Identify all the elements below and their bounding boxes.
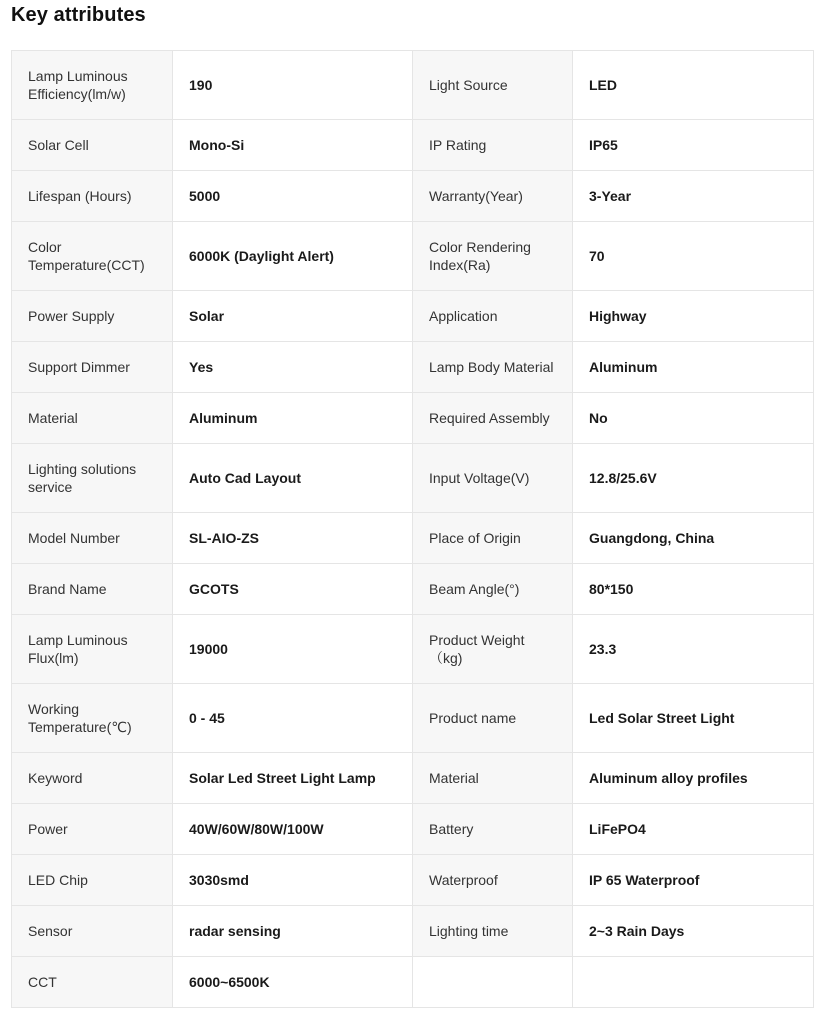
attribute-name: CCT [12, 957, 173, 1008]
attribute-value: Guangdong, China [573, 513, 814, 564]
attribute-value: 5000 [173, 171, 413, 222]
attribute-name: LED Chip [12, 855, 173, 906]
attribute-name: Lamp Luminous Efficiency(lm/w) [12, 51, 173, 120]
attribute-value: 70 [573, 222, 814, 291]
table-row [12, 906, 814, 957]
attribute-value: 40W/60W/80W/100W [173, 804, 413, 855]
attribute-name: Application [413, 291, 573, 342]
attribute-name: Input Voltage(V) [413, 444, 573, 513]
table-row [12, 393, 814, 444]
attribute-name: Required Assembly [413, 393, 573, 444]
attribute-name: Lamp Luminous Flux(lm) [12, 615, 173, 684]
attribute-value: 0 - 45 [173, 684, 413, 753]
empty-cell [413, 957, 573, 1008]
attribute-value: Aluminum alloy profiles [573, 753, 814, 804]
table-row [12, 342, 814, 393]
attribute-name: Power [12, 804, 173, 855]
table-row [12, 564, 814, 615]
attribute-name: Beam Angle(°) [413, 564, 573, 615]
attribute-name: Material [12, 393, 173, 444]
attribute-name: IP Rating [413, 120, 573, 171]
table-row [12, 615, 814, 684]
attribute-name: Battery [413, 804, 573, 855]
attribute-name: Keyword [12, 753, 173, 804]
attribute-name: Material [413, 753, 573, 804]
attribute-value: Solar Led Street Light Lamp [173, 753, 413, 804]
attribute-value: 3-Year [573, 171, 814, 222]
table-row [12, 291, 814, 342]
empty-cell [573, 957, 814, 1008]
attribute-name: Lamp Body Material [413, 342, 573, 393]
attribute-value: 12.8/25.6V [573, 444, 814, 513]
attribute-name: Solar Cell [12, 120, 173, 171]
table-row [12, 222, 814, 291]
table-row [12, 51, 814, 120]
table-row [12, 684, 814, 753]
attribute-value: Aluminum [573, 342, 814, 393]
attribute-value: LiFePO4 [573, 804, 814, 855]
attribute-value: 3030smd [173, 855, 413, 906]
attribute-value: No [573, 393, 814, 444]
table-row [12, 753, 814, 804]
table-row [12, 120, 814, 171]
attribute-name: Working Temperature(℃) [12, 684, 173, 753]
attribute-name: Product Weight（kg) [413, 615, 573, 684]
attribute-name: Warranty(Year) [413, 171, 573, 222]
table-row [12, 957, 814, 1008]
attribute-value: 2~3 Rain Days [573, 906, 814, 957]
attribute-name: Color Temperature(CCT) [12, 222, 173, 291]
attribute-name: Color Rendering Index(Ra) [413, 222, 573, 291]
attribute-value: LED [573, 51, 814, 120]
table-row [12, 804, 814, 855]
attribute-value: 190 [173, 51, 413, 120]
attribute-name: Light Source [413, 51, 573, 120]
table-row [12, 513, 814, 564]
table-row [12, 855, 814, 906]
table-row [12, 444, 814, 513]
attribute-value: 80*150 [573, 564, 814, 615]
attribute-value: SL-AIO-ZS [173, 513, 413, 564]
table-row [12, 171, 814, 222]
attribute-value: Mono-Si [173, 120, 413, 171]
attribute-value: GCOTS [173, 564, 413, 615]
attribute-name: Sensor [12, 906, 173, 957]
attribute-value: Auto Cad Layout [173, 444, 413, 513]
attribute-value: Yes [173, 342, 413, 393]
attribute-name: Lifespan (Hours) [12, 171, 173, 222]
attribute-value: IP 65 Waterproof [573, 855, 814, 906]
attribute-value: IP65 [573, 120, 814, 171]
attribute-name: Lighting solutions service [12, 444, 173, 513]
attribute-value: Led Solar Street Light [573, 684, 814, 753]
attribute-name: Place of Origin [413, 513, 573, 564]
attribute-name: Power Supply [12, 291, 173, 342]
attribute-value: Aluminum [173, 393, 413, 444]
attribute-value: 19000 [173, 615, 413, 684]
attribute-name: Brand Name [12, 564, 173, 615]
attribute-value: 23.3 [573, 615, 814, 684]
attribute-name: Support Dimmer [12, 342, 173, 393]
key-attributes-table [11, 50, 814, 1008]
attribute-value: Highway [573, 291, 814, 342]
attribute-name: Lighting time [413, 906, 573, 957]
attribute-value: 6000~6500K [173, 957, 413, 1008]
attribute-name: Model Number [12, 513, 173, 564]
attribute-name: Waterproof [413, 855, 573, 906]
attribute-value: Solar [173, 291, 413, 342]
attribute-name: Product name [413, 684, 573, 753]
attribute-value: 6000K (Daylight Alert) [173, 222, 413, 291]
section-title: Key attributes [11, 4, 146, 26]
attribute-value: radar sensing [173, 906, 413, 957]
